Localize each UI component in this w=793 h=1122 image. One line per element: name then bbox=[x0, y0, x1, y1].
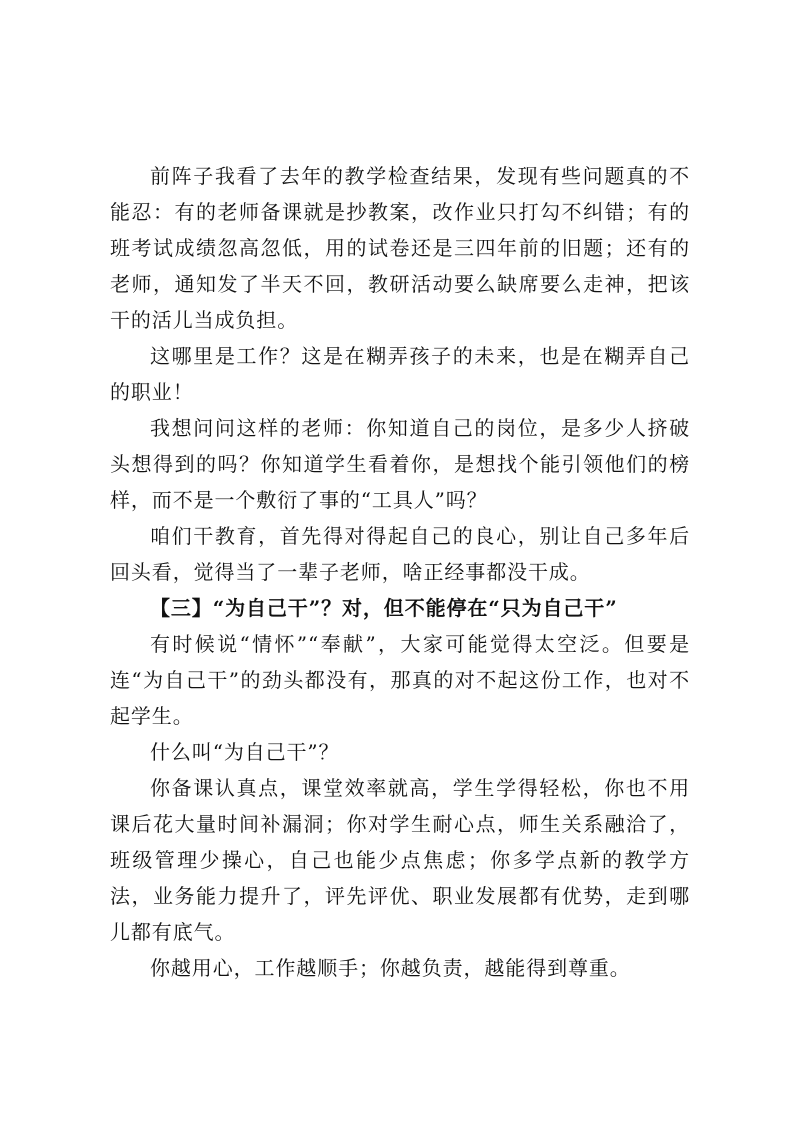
paragraph-passion: 有时候说“情怀”“奉献”，大家可能觉得太空泛。但要是连“为自己干”的劲头都没有，那真的对不起这份工作，也对不起学生。 bbox=[110, 632, 690, 728]
paragraph-inspection-results: 前阵子我看了去年的教学检查结果，发现有些问题真的不能忍：有的老师备课就是抄教案，改作业只打勾不纠错；有的班考试成绩忽高忽低，用的试卷还是三四年前的旧题；还有的老师，通知发了半天不回，教研活动要么缺席要么走神，把该干的活儿当成负担。 bbox=[110, 164, 690, 332]
paragraph-what-is: 什么叫“为自己干”？ bbox=[150, 740, 340, 764]
paragraph-benefits: 你备课认真点，课堂效率就高，学生学得轻松，你也不用课后花大量时间补漏洞；你对学生耐心点，师生关系融洽了，班级管理少操心，自己也能少点焦虑；你多学点新的教学方法，业务能力提升了，评先评优、职业发展都有优势，走到哪儿都有底气。 bbox=[110, 776, 690, 944]
paragraph-conclusion: 你越用心，工作越顺手；你越负责，越能得到尊重。 bbox=[150, 956, 631, 980]
paragraph-question-teachers: 我想问问这样的老师：你知道自己的岗位，是多少人挤破头想得到的吗？你知道学生看着你，是想找个能引领他们的榜样，而不是一个敷衍了事的“工具人”吗？ bbox=[110, 416, 690, 512]
document-body bbox=[110, 158, 690, 986]
paragraph-conscience: 咱们干教育，首先得对得起自己的良心，别让自己多年后回头看，觉得当了一辈子老师，啥正经事都没干成。 bbox=[110, 524, 690, 584]
paragraph-not-work: 这哪里是工作？这是在糊弄孩子的未来，也是在糊弄自己的职业！ bbox=[110, 344, 690, 404]
section-heading: 【三】“为自己干”？对，但不能停在“只为自己干” bbox=[150, 596, 618, 620]
